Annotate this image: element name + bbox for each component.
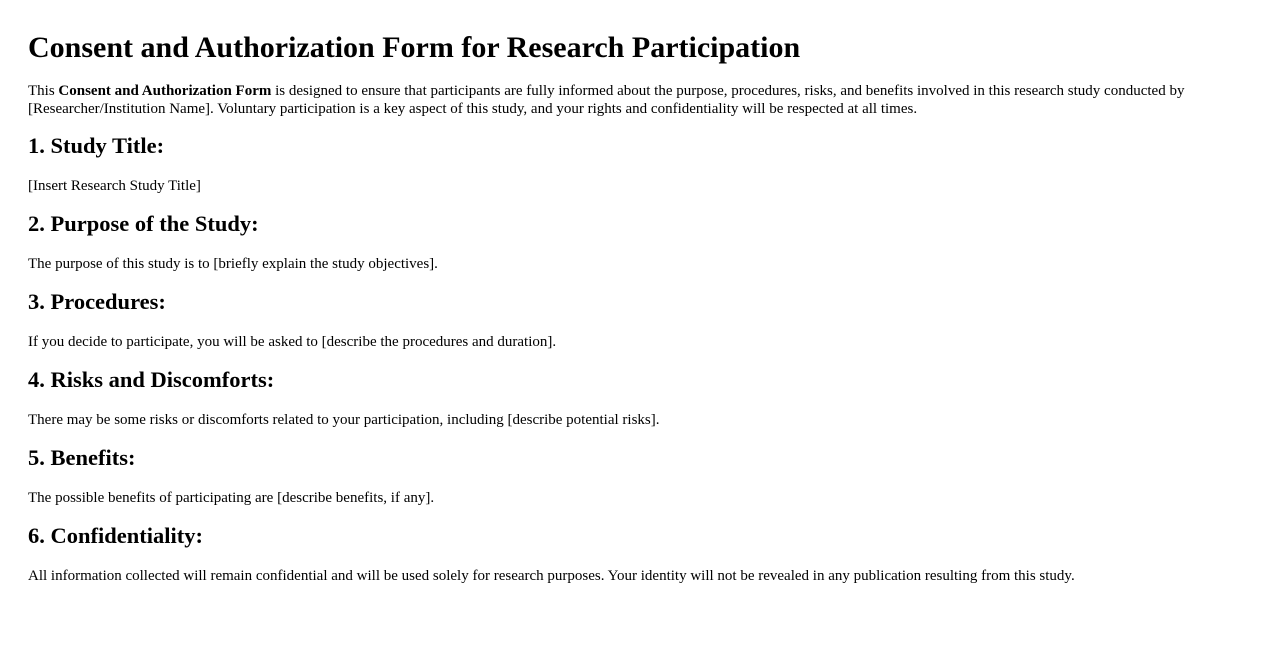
section-heading: 2. Purpose of the Study: (28, 211, 259, 236)
section-text: [Insert Research Study Title] (28, 178, 201, 194)
section-text: All information collected will remain confidential and will be used solely for research purposes. Your identity will not be revealed in any publication resulting from this study. (28, 568, 1075, 584)
section-text: The purpose of this study is to [briefly explain the study objectives]. (28, 256, 438, 272)
page-title: Consent and Authorization Form for Research Participation (28, 31, 801, 64)
section-text: If you decide to participate, you will be asked to [describe the procedures and duration]. (28, 334, 557, 350)
section-heading: 1. Study Title: (28, 133, 165, 158)
section-risks (28, 367, 1250, 429)
section-text: The possible benefits of participating are [describe benefits, if any]. (28, 490, 435, 506)
section-benefits (28, 445, 1250, 507)
section-study-title (28, 133, 1250, 195)
section-confidentiality (28, 523, 1250, 585)
section-purpose (28, 211, 1250, 273)
section-heading: 3. Procedures: (28, 289, 166, 314)
section-heading: 5. Benefits: (28, 445, 136, 470)
intro-paragraph (28, 82, 1250, 118)
section-procedures (28, 289, 1250, 351)
intro-suffix: is designed to ensure that participants are fully informed about the purpose, procedures, risks, and benefits involved in this research study conducted by [Researcher/Institution Name]. Voluntary participation is a key aspect of this study, and your rights and confidentiality will be respected at all times. (28, 83, 1185, 117)
section-text: There may be some risks or discomforts related to your participation, including [describe potential risks]. (28, 412, 660, 428)
section-heading: 4. Risks and Discomforts: (28, 367, 275, 392)
intro-bold-form-name: Consent and Authorization Form (58, 83, 272, 99)
section-heading: 6. Confidentiality: (28, 523, 204, 548)
intro-prefix: This (28, 83, 59, 99)
